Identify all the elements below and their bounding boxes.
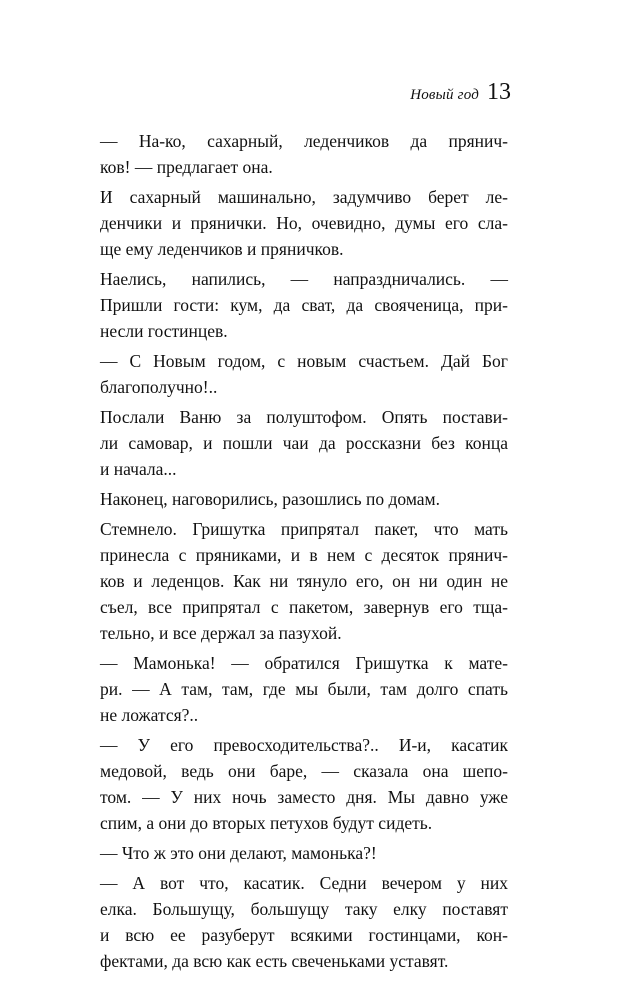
paragraph [100,128,508,180]
text-line: медовой, ведь они баре, — сказала она шепо- [100,761,508,781]
text-line: — А вот что, касатик. Седни вечером у них [100,873,508,893]
text-line: съел, все припрятал с пакетом, завернув его тща- [100,597,508,617]
page-number: 13 [487,79,511,105]
text-line: — У его превосходительства?.. И-и, касатик [100,735,508,755]
text-line: спим, а они до вторых петухов будут сидеть. [100,813,433,833]
running-head [410,80,511,104]
paragraph [100,486,508,512]
text-line: ков! — предлагает она. [100,157,273,177]
text-line: том. — У них ночь заместо дня. Мы давно уже [100,787,508,807]
paragraph [100,266,508,344]
text-line: денчики и прянички. Но, очевидно, думы его сла- [100,213,508,233]
text-line: Наелись, напились, — напраздничались. — [100,269,508,289]
text-line: тельно, и все держал за пазухой. [100,623,342,643]
text-line: ли самовар, и пошли чаи да россказни без конца [100,433,508,453]
text-line: ков и леденцов. Как ни тянуло его, он ни один не [100,571,508,591]
paragraph [100,184,508,262]
text-line: Послали Ваню за полуштофом. Опять постави- [100,407,508,427]
paragraph [100,732,508,836]
text-line: — Что ж это они делают, мамонька?! [100,843,377,863]
text-line: — Мамонька! — обратился Гришутка к мате- [100,653,508,673]
text-line: принесла с пряниками, и в нем с десяток прянич- [100,545,508,565]
paragraph [100,840,508,866]
text-line: благополучно!.. [100,377,218,397]
text-line: и всю ее разуберут всякими гостинцами, кон- [100,925,508,945]
text-line: Стемнело. Гришутка припрятал пакет, что мать [100,519,508,539]
paragraph [100,870,508,974]
text-line: не ложатся?.. [100,705,199,725]
text-line: ще ему леденчиков и пряничков. [100,239,344,259]
text-line: Пришли гости: кум, да сват, да свояченица, при- [100,295,508,315]
text-line: и начала... [100,459,177,479]
paragraph [100,404,508,482]
running-title: Новый год [410,87,479,103]
paragraph [100,650,508,728]
text-line: Наконец, наговорились, разошлись по домам. [100,489,441,509]
paragraph [100,516,508,646]
text-line: елка. Большущу, большущу таку елку поставят [100,899,508,919]
text-line: несли гостинцев. [100,321,228,341]
text-line: — С Новым годом, с новым счастьем. Дай Бог [100,351,508,371]
text-line: И сахарный машинально, задумчиво берет ле- [100,187,508,207]
paragraph [100,348,508,400]
text-line: — На-ко, сахарный, леденчиков да прянич- [100,131,508,151]
text-line: ри. — А там, там, где мы были, там долго спать [100,679,508,699]
body-text [100,128,508,978]
text-line: фектами, да всю как есть свеченьками уставят. [100,951,449,971]
